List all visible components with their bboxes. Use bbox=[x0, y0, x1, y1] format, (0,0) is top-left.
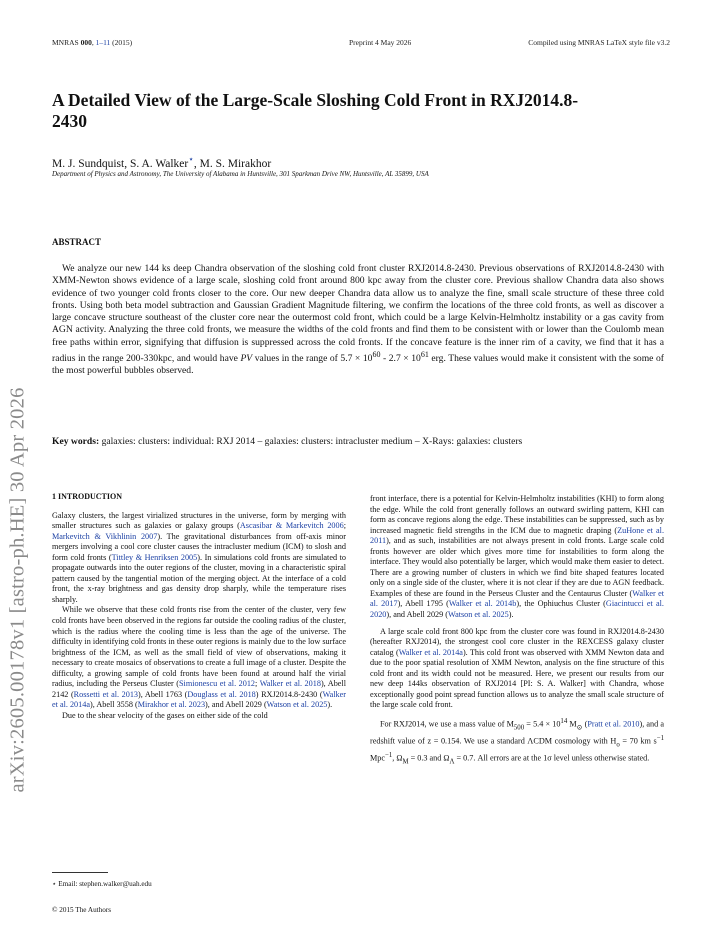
citation-link[interactable]: Markevitch & Vikhlinin 2007 bbox=[52, 531, 158, 541]
pages-link[interactable]: 1–11 bbox=[95, 38, 111, 47]
citation-link[interactable]: Walker et al. 2014b bbox=[448, 599, 517, 609]
intro-paragraph-3: Due to the shear velocity of the gases on either side of the cold bbox=[62, 710, 268, 720]
citation-link[interactable]: Watson et al. 2025 bbox=[266, 700, 328, 710]
author-list: M. J. Sundquist, S. A. Walker⋆, M. S. Mirakhor bbox=[52, 154, 272, 170]
right-paragraph-2: A large scale cold front 800 kpc from the cluster core was found in RXJ2014.8-2430 (hereafter RXJ2014), the strongest cool core cluster in the REXCESS galaxy cluster catalog (Walker et al. 2014a). This cold front was observed with XMM Newton data and due to the poor spatial resolution of XMM Newton, analysis on the fine structure of this cold front and its width could not be measured. Here, we present our results from our new deep 144ks observation of RXJ2014 [PI: S. A. Walker] with Chandra, whose exceptionally good point spread function allows us to analyze the small scale structure of the large scale cold front. bbox=[370, 626, 665, 710]
abstract-body: We analyze our new 144 ks deep Chandra observation of the sloshing cold front cluster RXJ2014.8-2430. Previous observations of RXJ2014.8-2430 with XMM-Newton shows evidence of a large scale, sloshing cold front around 800 kpc away from the cluster core. Previous shallow Chandra data also shows evidence of two younger cold fronts closer to the core. Our new deeper Chandra data allow us to analyze the fine, small scale structure of these three cold fronts. Using both beta model subtraction and Gaussian Gradient Magnitude filtering, we confirm the locations of the three cold fronts, as well as discover a large concave structure southeast of the cluster core near the outermost cold front, which could be a large Kelvin-Helmholtz instability or a gas cavity from AGN activity. Analyzing the three cold fronts, we measure the widths of the cold fronts and find them to be consistent with or lower than the Coulomb mean free paths within error, signifying that diffusion is suppressed across the cold fronts. If the concave feature is the inner rim of a cavity, we find that it has a radius in the range 200-330kpc, and would have PV values in the range of $5.7 \times 10^{60} - 2.7 \times 10^{61}$ erg. These values would make it consistent with the some of the most powerful bubbles observed. bbox=[52, 263, 664, 377]
citation-link[interactable]: Ascasibar & Markevitch 2006 bbox=[239, 521, 344, 531]
compiled-note: Compiled using MNRAS LaTeX style file v3.2 bbox=[528, 38, 670, 47]
running-header bbox=[52, 38, 670, 52]
left-column bbox=[52, 492, 346, 721]
citation-link[interactable]: Pratt et al. 2010 bbox=[587, 719, 640, 729]
footnote-divider bbox=[52, 872, 108, 873]
right-paragraph-3: For RXJ2014, we use a mass value of $M_{500} = 5.4 \times 10^{14}$ $M_⊙$ (Pratt et al. 2010), and a redshift value of z = 0.154. We use a standard ΛCDM cosmology with $H_o = 70$ km $s^{-1}$ Mpc$^{-1}$, $\Omega_M = 0.3$ and $\Omega_\Lambda = 0.7$. All errors are at the 1σ level unless otherwise stated. bbox=[370, 717, 665, 766]
right-paragraph-1: front interface, there is a potential for Kelvin-Helmholtz instabilities (KHI) to form along the edge. While the cold front generally follows an outward swirling pattern, KHI can form as concave regions along the edge. These instabilities can be suppressed, such as by increased magnetic field strengths in the ICM due to magnetic draping (ZuHone et al. 2011), and as such, instabilities are not always present in cold fronts. Large scale cold fronts however are older which gives more time for instabilities to form along the interface. They would also potentially be larger, which would make them easier to detect. There are a growing number of clusters in which we find bite shaped features located only on a single side of the cluster, where it is not clear if they are due to AGN feedback. Examples of these are found in the Perseus Cluster and the Centaurus Cluster (Walker et al. 2017), Abell 1795 (Walker et al. 2014b), the Ophiuchus Cluster (Giacintucci et al. 2020), and Abell 2029 (Watson et al. 2025). bbox=[370, 494, 664, 620]
copyright-notice: © 2015 The Authors bbox=[52, 906, 112, 914]
paper-title: A Detailed View of the Large-Scale Sloshing Cold Front in RXJ2014.8-2430 bbox=[52, 90, 579, 131]
citation-link[interactable]: Douglass et al. 2018 bbox=[187, 689, 256, 699]
author-footnote-mark[interactable]: ⋆ bbox=[188, 154, 194, 164]
affiliation: Department of Physics and Astronomy, The University of Alabama in Huntsville, 301 Sparkman Drive NW, Huntsville, AL 35899, USA bbox=[52, 170, 429, 178]
citation-link[interactable]: Walker et al. 2014a bbox=[52, 689, 346, 710]
journal-citation: MNRAS 000, 1–11 (2015) bbox=[52, 38, 133, 47]
arxiv-stamp-text: arXiv:2605.00178v1 [astro-ph.HE] 30 Apr 2026 bbox=[6, 387, 29, 793]
citation-link[interactable]: Walker et al. 2017 bbox=[370, 588, 664, 609]
abstract-heading: ABSTRACT bbox=[52, 237, 102, 247]
intro-paragraph-2: While we observe that these cold fronts rise from the center of the cluster, very few cold fronts have been observed in the regions far outside the cooling radius of the cluster, which is the radius where the cooling time is less than the age of the universe. The difficulty in identifying cold fronts in these outer regions is mainly due to the low surface brightness of the ICM, as well as the small field of view of observations, making it necessary to create mosaics of observations to create a full image of a cluster. Despite the difficulty, a growing sample of cold fronts have been found at around half the virial radius, including the Perseus Cluster (Simionescu et al. 2012; Walker et al. 2018), Abell 2142 (Rossetti et al. 2013), Abell 1763 (Douglass et al. 2018) RXJ2014.8-2430 (Walker et al. 2014a), Abell 3558 (Mirakhor et al. 2023), and Abell 2029 (Watson et al. 2025). bbox=[52, 605, 346, 710]
citation-link[interactable]: Rossetti et al. 2013 bbox=[73, 689, 139, 699]
citation-link[interactable]: Giacintucci et al. 2020 bbox=[370, 599, 664, 620]
citation-link[interactable]: Watson et al. 2025 bbox=[448, 610, 509, 620]
preprint-date: Preprint 4 May 2026 bbox=[349, 38, 412, 47]
citation-link[interactable]: Walker et al. 2014a bbox=[398, 647, 463, 657]
citation-link[interactable]: Tittley & Henriksen 2005 bbox=[111, 552, 198, 562]
intro-paragraph-1: Galaxy clusters, the largest virialized structures in the universe, form by merging with smaller structures such as galaxies or galaxy groups (Ascasibar & Markevitch 2006; Markevitch & Vikhlinin 2007). The gravitational disturbances from off-axis minor mergers involving a cool core cluster causes the intracluster medium (ICM) to slosh and form cold fronts (Tittley & Henriksen 2005). In simulations cold fronts are simulated to propagate outwards into the outer regions of the cluster, moving in a characteristic spiral pattern caused by the tangential motion of the merging object. At the interface of a cold front, the x-ray brightness and gas density drop sharply, while the temperature rises sharply. bbox=[52, 510, 347, 604]
keywords: Key words: galaxies: clusters: individual: RXJ 2014 – galaxies: clusters: intracluster medium – X-Rays: galaxies: clusters bbox=[52, 436, 523, 447]
citation-link[interactable]: Simionescu et al. 2012 bbox=[179, 679, 256, 689]
citation-link[interactable]: Walker et al. 2018 bbox=[259, 679, 321, 689]
right-column bbox=[370, 494, 664, 768]
section-heading-introduction: 1 INTRODUCTION bbox=[52, 492, 123, 501]
footnote-email: ⋆ Email: stephen.walker@uah.edu bbox=[52, 880, 152, 888]
citation-link[interactable]: ZuHone et al. 2011 bbox=[370, 525, 664, 546]
citation-link[interactable]: Mirakhor et al. 2023 bbox=[137, 700, 206, 710]
